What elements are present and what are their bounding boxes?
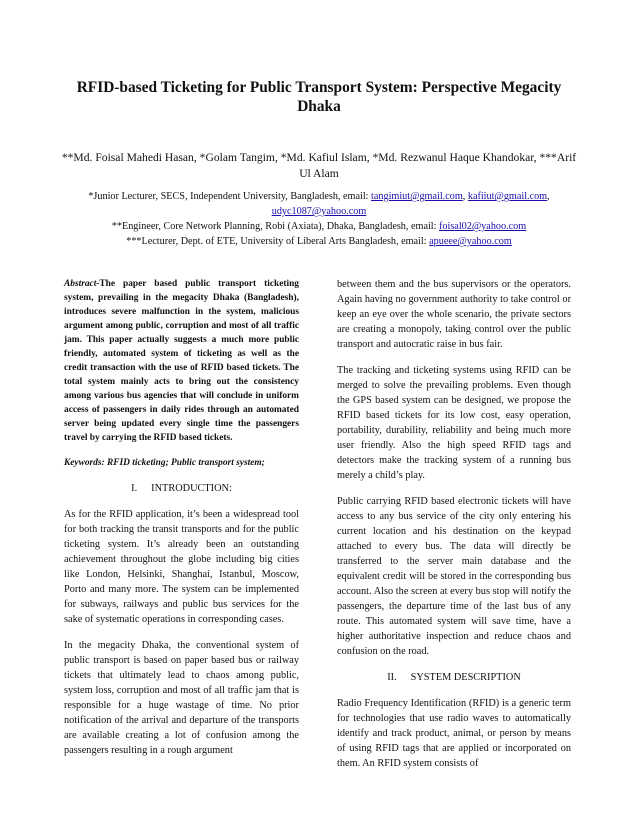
- section-title: INTRODUCTION:: [151, 483, 232, 494]
- affiliation-3-text: ***Lecturer, Dept. of ETE, University of Liberal Arts Bangladesh, email:: [126, 236, 430, 247]
- affiliations: [55, 189, 583, 249]
- intro-paragraph-5: Public carrying RFID based electronic tickets will have access to any bus service of the city only entering his current location and his destination on the keypad attached to every bus. The data will directly be transferred to the server main database and the equivalent credit will be stored in the corresponding bus account. Also the screen at every bus stop will notify the passengers, the departure time of the last bus of any route. This automated system will save time, have a higher authoritative inspection and reduce chaos and confusion on the road.: [337, 496, 571, 657]
- affiliation-line-3: [55, 234, 583, 249]
- affiliation-line-1: [55, 189, 583, 219]
- intro-paragraph-1: As for the RFID application, it’s been a widespread tool for both tracking the transit transports and for the public ticketing system. It’s already been an outstanding achievement throughout the globe including big cities like London, Helsinki, Shanghai, Istanbul, Moscow, Porto and many more. The system can be implemented for subways, railways and public bus services for the sake of systematic operations in corresponding cases.: [64, 509, 299, 625]
- email-link-1[interactable]: tangimiut@gmail.com: [371, 191, 463, 202]
- right-column: [337, 277, 571, 782]
- affiliation-line-2: [55, 219, 583, 234]
- keywords: Keywords: RFID ticketing; Public transport system;: [64, 458, 265, 468]
- affiliation-1-text: *Junior Lecturer, SECS, Independent University, Bangladesh, email:: [88, 191, 372, 202]
- abstract: [64, 277, 299, 445]
- section-number: I.: [131, 483, 138, 494]
- section-heading-system-description: [337, 670, 571, 685]
- email-link-5[interactable]: apueee@yahoo.com: [429, 236, 512, 247]
- intro-paragraph-2: In the megacity Dhaka, the conventional system of public transport is based on paper based bus or railway tickets that ultimately lead to chaos among public, system loss, corruption and most of all traffic jam that is responsible for a huge wastage of time. No prior notification of the arrival and departure of the transports are available creating a lot of confusion among the passengers resulting in a rough argument: [64, 640, 299, 756]
- intro-paragraph-4: The tracking and ticketing systems using RFID can be merged to solve the prevailing problems. Even though the GPS based system can be designed, we propose the RFID based tickets for its low cost, easy operation, portability, durability, reliability and being much more user friendly. Also the high speed RFID tags and detectors make the tracking system of a running bus merely a child’s play.: [337, 365, 571, 481]
- separator: ,: [547, 191, 550, 202]
- email-link-2[interactable]: kafiiut@gmail.com: [467, 191, 548, 202]
- paper-title: RFID-based Ticketing for Public Transport System: Perspective Megacity Dhaka: [76, 79, 562, 115]
- section-title: SYSTEM DESCRIPTION: [410, 672, 521, 683]
- section-heading-introduction: [64, 481, 299, 496]
- section-number: II.: [387, 672, 397, 683]
- email-link-4[interactable]: foisal02@yahoo.com: [439, 221, 527, 232]
- separator: ,: [462, 191, 468, 202]
- intro-paragraph-3: between them and the bus supervisors or the operators. Again having no government authority to take control or keep an eye over the whole scenario, the private sectors are creating a monopoly, taking control over the public transport and autocratic raise in bus fair.: [337, 279, 571, 350]
- abstract-text: -The paper based public transport ticketing system, prevailing in the megacity Dhaka (Bangladesh), introduces severe malfunction in the system, malicious argument among public, corruption and most of all traffic jam. This paper actually suggests a much more public friendly, automated system of ticketing as well as the credit transaction with the use of RFID based tickets. The total system mainly acts to bring out the consistency among various bus agencies that will conclude in uniform access of passengers in daily rides through an automated server being updated every single time the passengers travel by carrying the RFID based tickets.: [64, 279, 299, 443]
- affiliation-2-text: **Engineer, Core Network Planning, Robi (Axiata), Dhaka, Bangladesh, email:: [111, 221, 440, 232]
- left-column: [64, 277, 299, 769]
- email-link-3[interactable]: udyc1087@yahoo.com: [271, 206, 367, 217]
- abstract-label: Abstract: [64, 279, 97, 289]
- system-paragraph-1: Radio Frequency Identification (RFID) is a generic term for technologies that use radio waves to automatically identify and track product, animal, or person by means of using RFID tags that are applied or incorporated on them. An RFID system consists of: [337, 698, 571, 769]
- author-list: **Md. Foisal Mahedi Hasan, *Golam Tangim, *Md. Kafiul Islam, *Md. Rezwanul Haque Khandokar, ***Arif Ul Alam: [61, 151, 577, 180]
